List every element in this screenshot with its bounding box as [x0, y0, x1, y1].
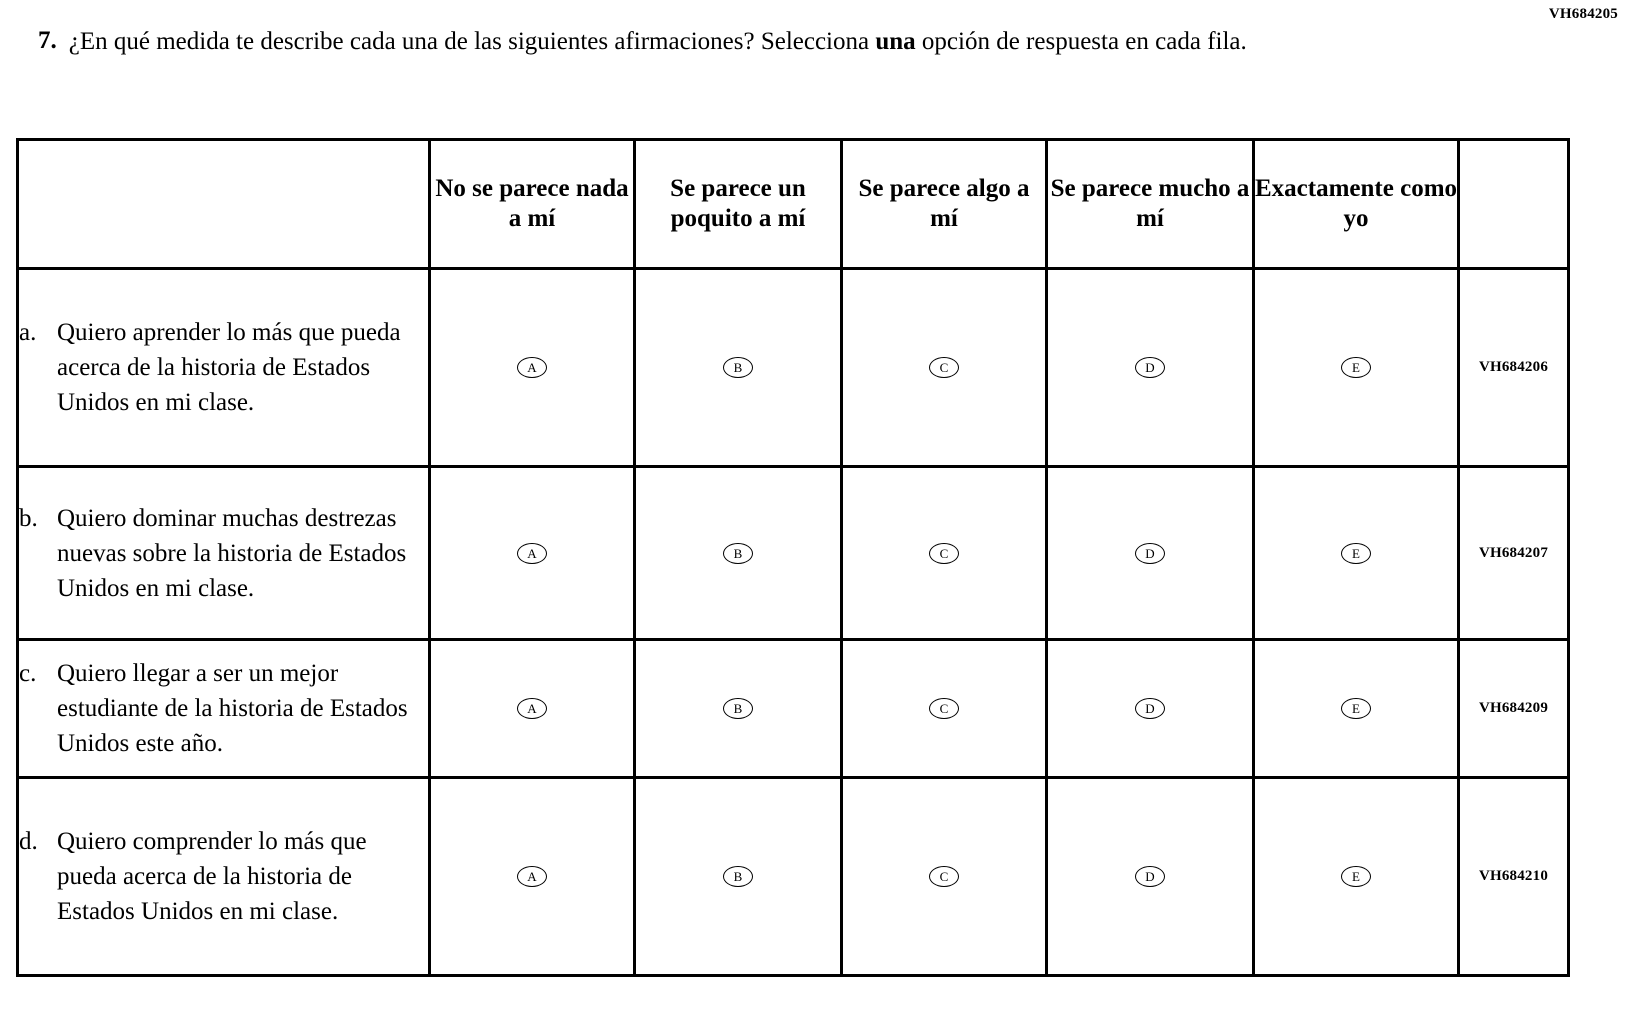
- question-text: [69, 24, 1247, 60]
- radio-b-option-1[interactable]: [430, 467, 635, 640]
- radio-a-option-1[interactable]: [430, 269, 635, 467]
- bubble-icon[interactable]: C: [929, 357, 959, 378]
- question-prompt: [38, 24, 1458, 60]
- bubble-icon[interactable]: E: [1341, 698, 1371, 719]
- bubble-icon[interactable]: C: [929, 866, 959, 887]
- row-letter-b: b.: [19, 504, 38, 532]
- row-letter-a: a.: [19, 319, 37, 346]
- bubble-icon[interactable]: C: [929, 543, 959, 564]
- row-text-d: Quiero comprender lo más que pueda acerca de la historia de Estados Unidos en mi clase.: [57, 828, 367, 925]
- radio-a-option-2[interactable]: [635, 269, 842, 467]
- bubble-icon[interactable]: B: [723, 866, 753, 887]
- bubble-icon[interactable]: A: [517, 698, 547, 719]
- radio-b-option-2[interactable]: [635, 467, 842, 640]
- table-row: [18, 467, 1569, 640]
- bubble-icon[interactable]: D: [1135, 543, 1165, 564]
- bubble-icon[interactable]: A: [517, 866, 547, 887]
- bubble-icon[interactable]: D: [1135, 698, 1165, 719]
- table-header-row: [18, 140, 1569, 269]
- table-row: [18, 778, 1569, 976]
- question-number: 7.: [38, 27, 57, 54]
- row-letter-d: d.: [19, 828, 38, 855]
- question-text-emphasis: una: [875, 28, 916, 55]
- radio-c-option-5[interactable]: [1254, 640, 1459, 778]
- column-header-option-c: Se parece algo a mí: [842, 140, 1047, 269]
- row-code-d: VH684210: [1459, 778, 1569, 976]
- column-header-code: [1459, 140, 1569, 269]
- table-row: [18, 269, 1569, 467]
- bubble-icon[interactable]: A: [517, 543, 547, 564]
- bubble-icon[interactable]: B: [723, 543, 753, 564]
- radio-a-option-4[interactable]: [1047, 269, 1254, 467]
- row-code-a: VH684206: [1459, 269, 1569, 467]
- radio-c-option-3[interactable]: [842, 640, 1047, 778]
- row-code-b: VH684207: [1459, 467, 1569, 640]
- bubble-icon[interactable]: D: [1135, 357, 1165, 378]
- radio-a-option-3[interactable]: [842, 269, 1047, 467]
- bubble-icon[interactable]: E: [1341, 357, 1371, 378]
- table-row: [18, 640, 1569, 778]
- bubble-icon[interactable]: A: [517, 357, 547, 378]
- radio-b-option-3[interactable]: [842, 467, 1047, 640]
- response-matrix-table: [16, 138, 1570, 977]
- row-code-c: VH684209: [1459, 640, 1569, 778]
- page-item-code: VH684205: [1548, 6, 1618, 22]
- row-text-c: Quiero llegar a ser un mejor estudiante de la historia de Estados Unidos este año.: [57, 660, 408, 757]
- column-header-option-a: No se parece nada a mí: [430, 140, 635, 269]
- row-stem-b: [18, 467, 430, 640]
- column-header-option-e: Exactamente como yo: [1254, 140, 1459, 269]
- row-letter-c: c.: [19, 660, 37, 687]
- bubble-icon[interactable]: E: [1341, 866, 1371, 887]
- radio-d-option-4[interactable]: [1047, 778, 1254, 976]
- bubble-icon[interactable]: C: [929, 698, 959, 719]
- radio-b-option-5[interactable]: [1254, 467, 1459, 640]
- radio-d-option-1[interactable]: [430, 778, 635, 976]
- column-header-stem: [18, 140, 430, 269]
- row-stem-c: [18, 640, 430, 778]
- radio-b-option-4[interactable]: [1047, 467, 1254, 640]
- row-text-b: Quiero dominar muchas destrezas nuevas sobre la historia de Estados Unidos en mi clase.: [57, 504, 407, 602]
- bubble-icon[interactable]: B: [723, 357, 753, 378]
- radio-c-option-2[interactable]: [635, 640, 842, 778]
- radio-a-option-5[interactable]: [1254, 269, 1459, 467]
- column-header-option-d: Se parece mucho a mí: [1047, 140, 1254, 269]
- question-text-part2: opción de respuesta en cada fila.: [915, 28, 1247, 55]
- radio-c-option-1[interactable]: [430, 640, 635, 778]
- bubble-icon[interactable]: B: [723, 698, 753, 719]
- radio-d-option-2[interactable]: [635, 778, 842, 976]
- question-text-part1: ¿En qué medida te describe cada una de las siguientes afirmaciones? Selecciona: [68, 28, 876, 55]
- row-stem-d: [18, 778, 430, 976]
- row-text-a: Quiero aprender lo más que pueda acerca de la historia de Estados Unidos en mi clase.: [57, 319, 401, 416]
- radio-d-option-3[interactable]: [842, 778, 1047, 976]
- radio-d-option-5[interactable]: [1254, 778, 1459, 976]
- column-header-option-b: Se parece un poquito a mí: [635, 140, 842, 269]
- row-stem-a: [18, 269, 430, 467]
- radio-c-option-4[interactable]: [1047, 640, 1254, 778]
- bubble-icon[interactable]: D: [1135, 866, 1165, 887]
- bubble-icon[interactable]: E: [1341, 543, 1371, 564]
